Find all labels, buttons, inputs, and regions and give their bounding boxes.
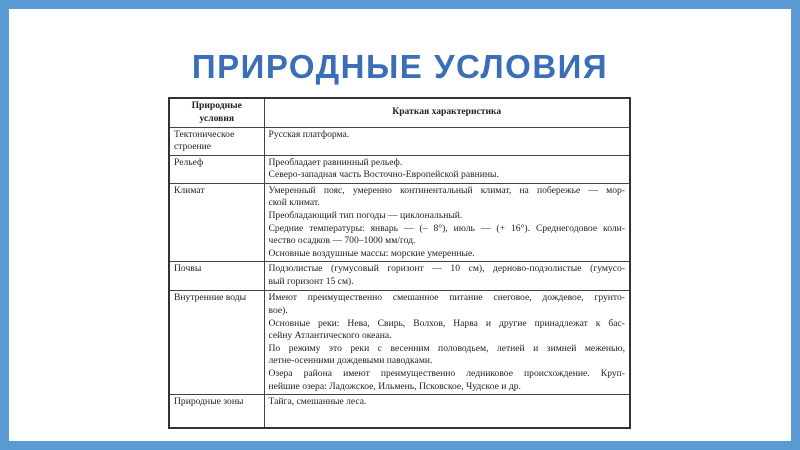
header-conditions: Природные условия — [169, 98, 264, 127]
description-line: По режиму это реки с весенним половодьем, летней и зимней меженью, — [268, 342, 625, 354]
table-row — [169, 155, 630, 183]
header-description: Краткая характеристика — [264, 98, 630, 127]
description-line: вое). — [268, 305, 288, 317]
description-line: Озера района имеют преимущественно ледниковое происхождение. Круп- — [268, 368, 625, 379]
table-row — [169, 127, 630, 155]
condition-description — [264, 262, 630, 291]
description-line: Тайга, смешанные леса. — [268, 396, 367, 408]
table-row — [169, 262, 630, 291]
description-line: летне-осенними дождевыми паводками. — [268, 355, 433, 367]
condition-name: Тектоническое строение — [169, 127, 264, 155]
condition-name: Рельеф — [169, 155, 264, 183]
description-line: сейну Атлантического океана. — [268, 330, 392, 342]
condition-description — [264, 155, 630, 183]
condition-description — [264, 395, 630, 428]
description-line: Подзолистые (гумусовый горизонт — 10 см), дерново-подзолистые (гумусо- — [268, 263, 625, 275]
description-line: Преобладает равнинный рельеф. — [268, 156, 403, 168]
condition-name: Природные зоны — [169, 395, 264, 428]
condition-description — [264, 183, 630, 262]
table-row — [169, 395, 630, 428]
description-line: Преобладающий тип погоды — циклональный. — [268, 210, 463, 222]
slide-title: ПРИРОДНЫЕ УСЛОВИЯ — [191, 48, 609, 85]
condition-name: Почвы — [169, 262, 264, 291]
natural-conditions-table — [168, 97, 631, 429]
condition-name: Внутренние воды — [169, 291, 264, 395]
description-line: нейшие озера: Ладожское, Ильмень, Псковское, Чудское и др. — [268, 380, 521, 392]
table-row — [169, 183, 630, 262]
description-line: Имеют преимущественно смешанное питание снеговое, дождевое, грунто- — [268, 292, 625, 304]
condition-description — [264, 291, 630, 395]
description-line: Основные воздушные массы: морские умеренные. — [268, 247, 475, 259]
description-line: Умеренный пояс, умеренно континентальный климат, на побережье — мор- — [268, 184, 625, 196]
description-line: ской климат. — [268, 197, 320, 209]
condition-description — [264, 127, 630, 155]
condition-name: Климат — [169, 183, 264, 262]
description-line: чество осадков — 700–1000 мм/год. — [268, 235, 416, 247]
description-line: Основные реки: Нева, Свирь, Волхов, Нарва и другие принадлежат к бас- — [268, 317, 625, 329]
description-line: вый горизонт 15 см). — [268, 276, 354, 288]
description-line: Средние температуры: январь — (– 8°), июль — (+ 16°). Среднегодовое коли- — [268, 222, 625, 234]
table-header-row — [169, 98, 630, 127]
table-row — [169, 291, 630, 395]
description-line: Русская платформа. — [268, 128, 350, 140]
description-line: Северо-западная часть Восточно-Европейской равнины. — [268, 169, 499, 181]
